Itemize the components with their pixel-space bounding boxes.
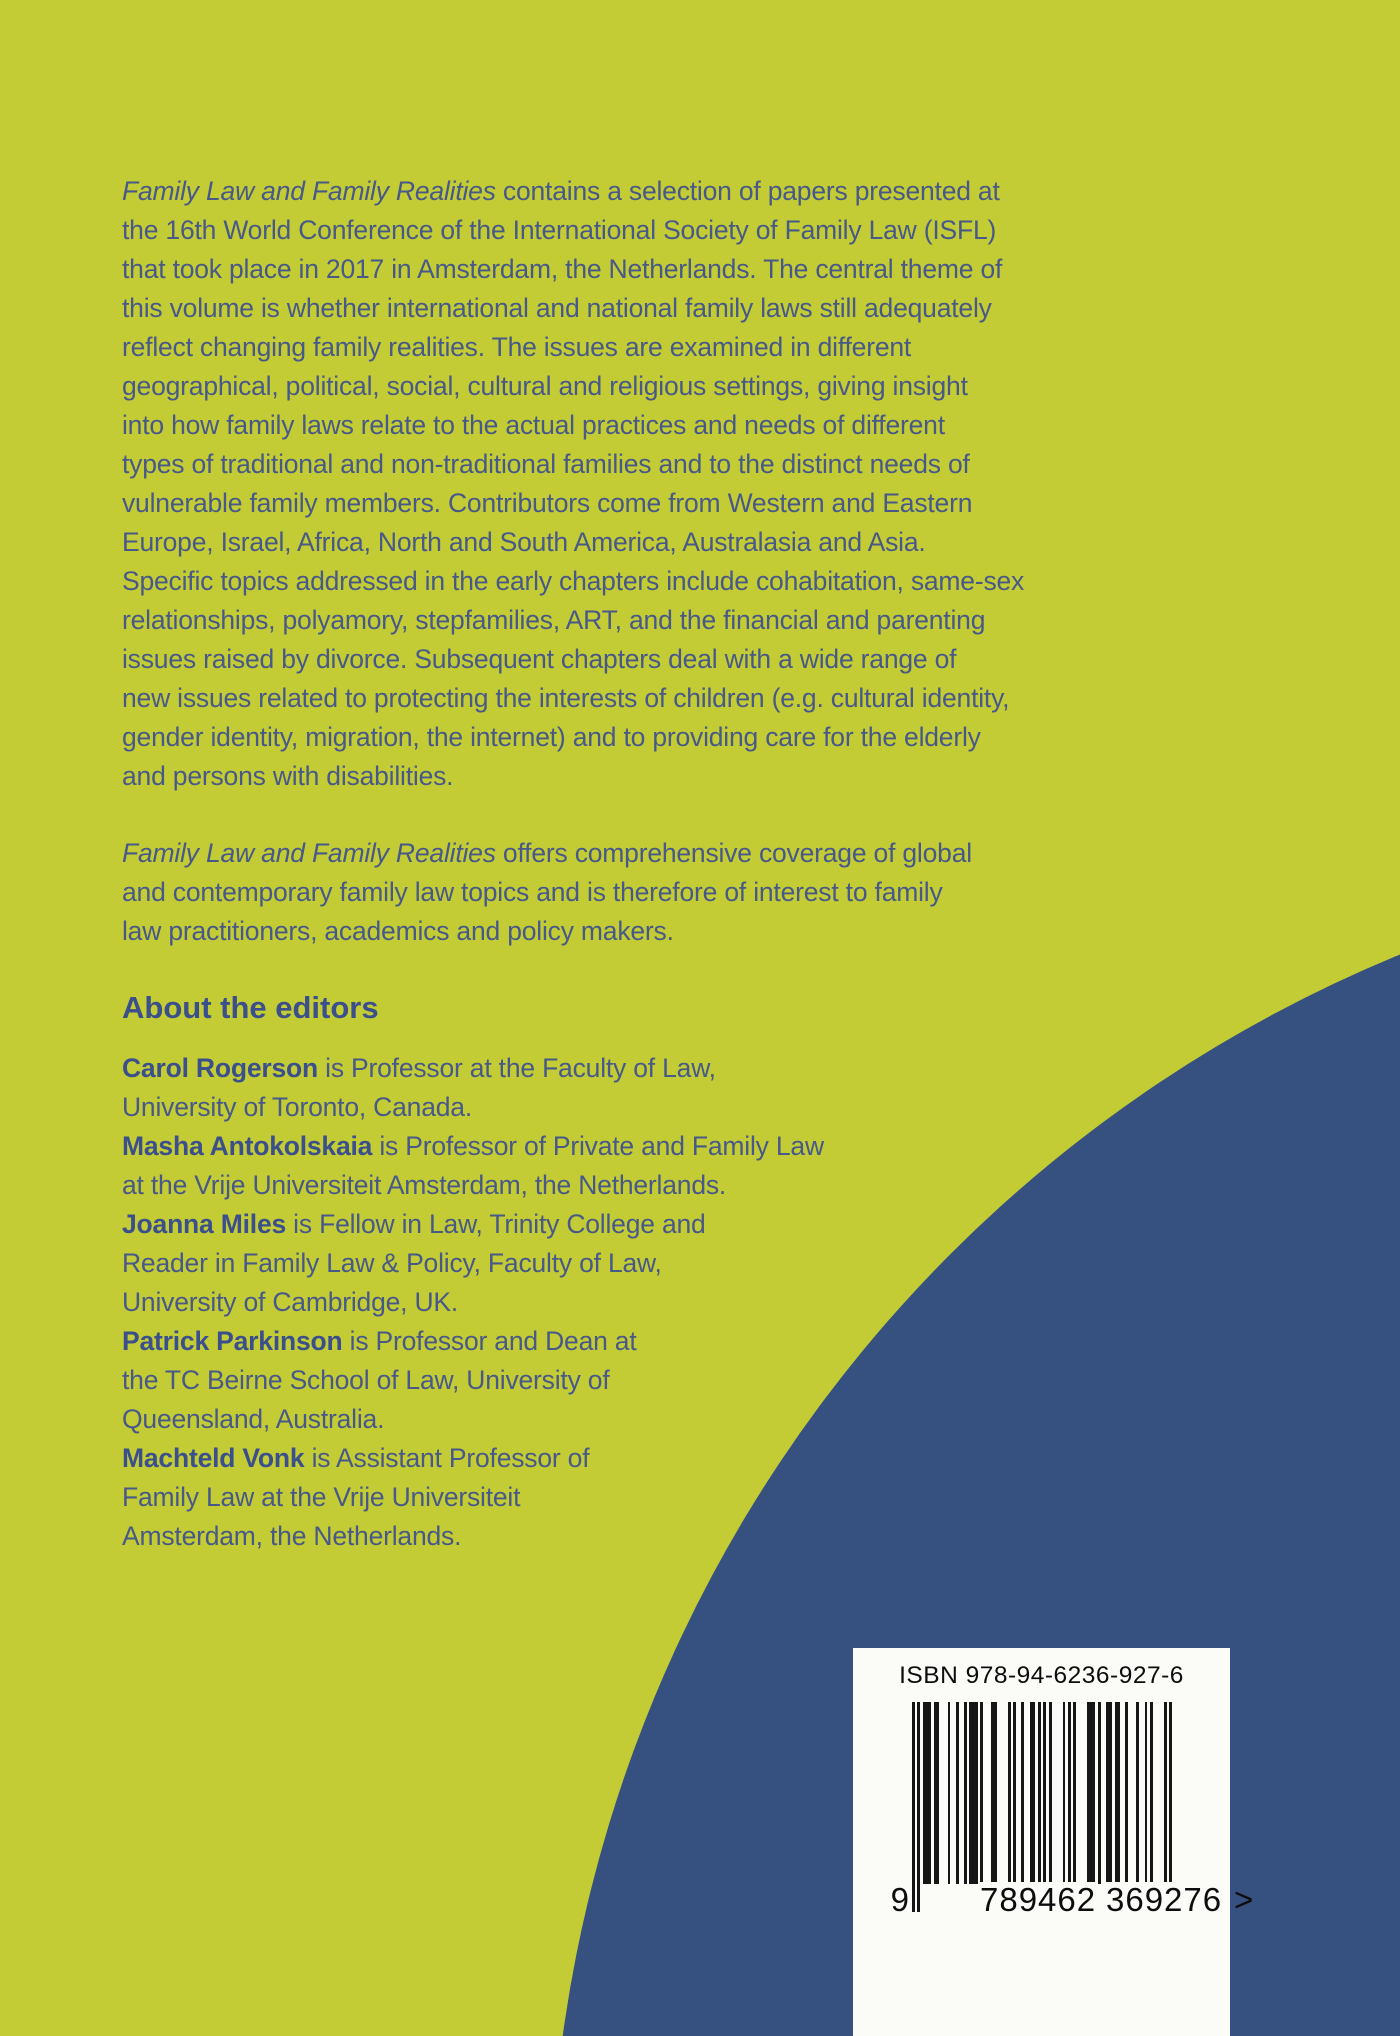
text-line: new issues related to protecting the interests of children (e.g. cultural identity, (122, 683, 1010, 713)
text-line: this volume is whether international and national family laws still adequately (122, 293, 992, 323)
text-line: into how family laws relate to the actual practices and needs of different (122, 410, 945, 440)
barcode-bar (1109, 1702, 1112, 1884)
text-line: at the Vrije Universiteit Amsterdam, the Netherlands. (122, 1170, 727, 1200)
barcode-guard-bar (917, 1702, 920, 1912)
text-line: and persons with disabilities. (122, 761, 454, 791)
barcode-bar (1068, 1702, 1071, 1884)
text-line: vulnerable family members. Contributors come from Western and Eastern (122, 488, 973, 518)
barcode-bar (937, 1702, 940, 1884)
blurb-paragraph-1 (122, 172, 1024, 796)
about-editors-heading: About the editors (122, 990, 379, 1025)
barcode-bar (1073, 1702, 1076, 1884)
text-line: law practitioners, academics and policy makers. (122, 916, 674, 946)
barcode-bar (928, 1702, 931, 1884)
text-line: Amsterdam, the Netherlands. (122, 1521, 462, 1551)
text-line: reflect changing family realities. The issues are examined in different (122, 332, 912, 362)
text-line: University of Cambridge, UK. (122, 1287, 459, 1317)
barcode-bar (1136, 1702, 1139, 1884)
blurb-paragraph-2 (122, 834, 972, 951)
text-line: the 16th World Conference of the International Society of Family Law (ISFL) (122, 215, 997, 245)
isbn-label: ISBN 978-94-6236-927-6 (899, 1662, 1184, 1689)
barcode-bar (1145, 1702, 1148, 1884)
barcode-bar (1125, 1702, 1128, 1884)
text-line: gender identity, migration, the internet) and to providing care for the elderly (122, 722, 981, 752)
text-line: Joanna Miles is Fellow in Law, Trinity College and (122, 1209, 706, 1239)
barcode-digit-group-1: 789462 (980, 1881, 1097, 1918)
barcode-bar (1063, 1702, 1066, 1884)
barcode-trailing-chevron: > (1234, 1881, 1254, 1918)
text-line: and contemporary family law topics and is therefore of interest to family (122, 877, 943, 907)
text-line: types of traditional and non-traditional families and to the distinct needs of (122, 449, 970, 479)
text-line: Family Law at the Vrije Universiteit (122, 1482, 521, 1512)
text-line: Reader in Family Law & Policy, Faculty of Law, (122, 1248, 662, 1278)
barcode-bar (1032, 1702, 1035, 1884)
text-line: University of Toronto, Canada. (122, 1092, 472, 1122)
barcode-bar (994, 1702, 997, 1884)
barcode-bar (975, 1702, 978, 1884)
barcode-digit-leading: 9 (890, 1881, 909, 1918)
barcode-bar (1093, 1702, 1096, 1884)
barcode-digit-group-2: 369276 (1106, 1881, 1223, 1918)
text-line: Family Law and Family Realities offers comprehensive coverage of global (122, 838, 972, 868)
barcode-bar (1008, 1702, 1011, 1884)
barcode-bar (948, 1702, 951, 1884)
text-line: Queensland, Australia. (122, 1404, 385, 1434)
text-line: the TC Beirne School of Law, University of (122, 1365, 610, 1395)
barcode-bar (1013, 1702, 1016, 1884)
text-line: Machteld Vonk is Assistant Professor of (122, 1443, 590, 1473)
text-line: Patrick Parkinson is Professor and Dean at (122, 1326, 637, 1356)
text-line: Europe, Israel, Africa, North and South America, Australasia and Asia. (122, 527, 926, 557)
text-line: Family Law and Family Realities contains a selection of papers presented at (122, 176, 1000, 206)
isbn-barcode-panel (853, 1648, 1254, 2036)
text-line: relationships, polyamory, stepfamilies, ART, and the financial and parenting (122, 605, 986, 635)
barcode-guard-bar (912, 1702, 915, 1912)
text-line: Specific topics addressed in the early chapters include cohabitation, same-sex (122, 566, 1025, 596)
text-line: geographical, political, social, cultural and religious settings, giving insight (122, 371, 968, 401)
barcode-bar (980, 1702, 983, 1884)
barcode-bar (1049, 1702, 1052, 1884)
barcode-bar (1021, 1702, 1024, 1884)
editors-list (122, 1049, 824, 1556)
text-line: Masha Antokolskaia is Professor of Private and Family Law (122, 1131, 824, 1161)
text-line: issues raised by divorce. Subsequent chapters deal with a wide range of (122, 644, 957, 674)
text-line: Carol Rogerson is Professor at the Faculty of Law, (122, 1053, 716, 1083)
barcode-bar (956, 1702, 959, 1884)
barcode-bar (1098, 1702, 1101, 1884)
text-line: that took place in 2017 in Amsterdam, the Netherlands. The central theme of (122, 254, 1003, 284)
barcode-bar (964, 1702, 967, 1884)
barcode-bar (1150, 1702, 1153, 1884)
barcode-bar (1117, 1702, 1120, 1884)
